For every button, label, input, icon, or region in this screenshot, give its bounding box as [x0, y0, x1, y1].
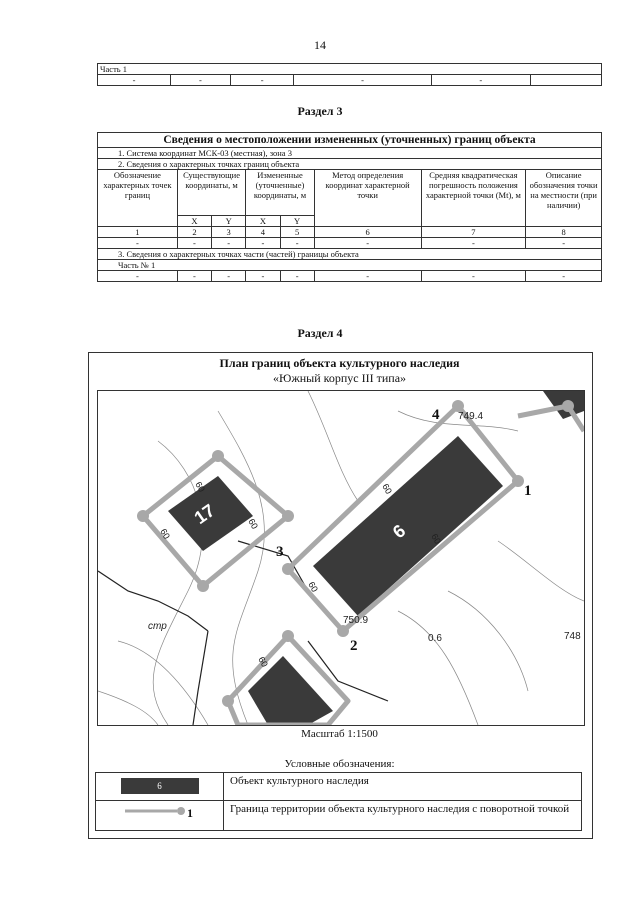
dim-label: 60 [256, 655, 270, 669]
points-line: 2. Сведения о характерных точках границ объекта [98, 159, 602, 170]
boundary-point [197, 580, 209, 592]
dash-cell: - [246, 238, 280, 249]
dim-label: 60 [429, 532, 443, 546]
point-label-4: 4 [432, 407, 440, 423]
dim-label: 60 [380, 482, 394, 496]
header-x: X [246, 216, 280, 227]
legend-text: Граница территории объекта культурного наследия с поворотной точкой [224, 801, 582, 831]
dash-cell: - [280, 238, 314, 249]
col-number: 3 [212, 227, 246, 238]
coord-system-line: 1. Система координат МСК-03 (местная), зона 3 [98, 148, 602, 159]
dash-cell: - [526, 271, 602, 282]
elevation-label: 748 [564, 631, 581, 642]
dash-cell: - [526, 238, 602, 249]
col-number: 4 [246, 227, 280, 238]
point-label-3: 3 [276, 544, 284, 560]
boundary-point [137, 510, 149, 522]
part-table [97, 63, 602, 86]
boundary-point [562, 400, 574, 412]
part-label: Часть 1 [98, 64, 602, 75]
part-cell: - [171, 75, 231, 86]
part-cell: - [98, 75, 171, 86]
legend-point-number: 1 [186, 806, 193, 820]
header-description: Описание обозначения точки на местности (при наличии) [526, 170, 602, 227]
value-label: 0.6 [428, 633, 442, 644]
legend-boundary-symbol [115, 803, 205, 823]
plan-scale: Масштаб 1:1500 [301, 728, 378, 740]
dim-label: 60 [193, 480, 207, 494]
elevation-label: 750.9 [343, 615, 369, 626]
section3-table [97, 132, 602, 282]
dash-cell: - [212, 271, 246, 282]
dash-cell: - [177, 238, 211, 249]
boundary-point [282, 630, 294, 642]
header-error: Средняя квадратическая погрешность положения характерной точки (Mt), м [421, 170, 526, 227]
legend-symbol-cell [96, 801, 224, 831]
parts-line: 3. Сведения о характерных точках части (частей) границы объекта [98, 249, 602, 260]
plan-map-svg [98, 391, 584, 725]
header-y: Y [280, 216, 314, 227]
boundary-point [222, 695, 234, 707]
header-designation: Обозначение характерных точек границ [98, 170, 178, 227]
boundary-point [212, 450, 224, 462]
building-17-label: 17 [190, 500, 219, 529]
boundary-point [282, 563, 294, 575]
col-number: 1 [98, 227, 178, 238]
dash-cell: - [421, 238, 526, 249]
part-number-label: Часть № 1 [98, 260, 602, 271]
map-text-label: стр [148, 621, 167, 632]
section3-title: Сведения о местоположении измененных (уточненных) границ объекта [98, 133, 602, 148]
dash-cell: - [314, 271, 421, 282]
building-6-label: 6 [388, 520, 410, 543]
dash-cell: - [421, 271, 526, 282]
header-x: X [177, 216, 211, 227]
header-existing: Существующие координаты, м [177, 170, 245, 216]
point-label-1: 1 [524, 483, 532, 499]
dim-label: 60 [158, 527, 172, 541]
header-changed: Измененные (уточненные) координаты, м [246, 170, 314, 216]
boundary-point [337, 625, 349, 637]
page-number: 14 [314, 38, 326, 52]
dash-cell: - [246, 271, 280, 282]
elevation-label: 749.4 [458, 411, 484, 422]
dim-label: 60 [306, 580, 320, 594]
dim-label: 60 [246, 517, 260, 531]
dash-cell: - [212, 238, 246, 249]
point-label-2: 2 [350, 638, 358, 654]
part-cell: - [431, 75, 530, 86]
part-cell: - [294, 75, 431, 86]
dash-cell: - [98, 271, 178, 282]
dash-cell: - [98, 238, 178, 249]
part-cell: - [230, 75, 294, 86]
legend-text: Объект культурного наследия [224, 773, 582, 801]
col-number: 5 [280, 227, 314, 238]
col-number: 6 [314, 227, 421, 238]
col-number: 2 [177, 227, 211, 238]
legend-symbol-cell [96, 773, 224, 801]
section4-heading: Раздел 4 [297, 326, 343, 340]
header-method: Метод определения координат характерной точки [314, 170, 421, 227]
plan-map [97, 390, 585, 726]
col-number: 7 [421, 227, 526, 238]
header-y: Y [212, 216, 246, 227]
dash-cell: - [280, 271, 314, 282]
boundary-point [512, 475, 524, 487]
dash-cell: - [314, 238, 421, 249]
legend-building-swatch: 6 [121, 778, 199, 794]
building-6 [313, 436, 503, 616]
legend-title: Условные обозначения: [284, 758, 395, 770]
legend-table [95, 772, 582, 831]
boundary-point [282, 510, 294, 522]
plan-title: План границ объекта культурного наследия [219, 356, 460, 370]
section3-heading: Раздел 3 [297, 104, 343, 118]
dash-cell: - [177, 271, 211, 282]
plan-subtitle: «Южный корпус III типа» [272, 371, 407, 385]
col-number: 8 [526, 227, 602, 238]
